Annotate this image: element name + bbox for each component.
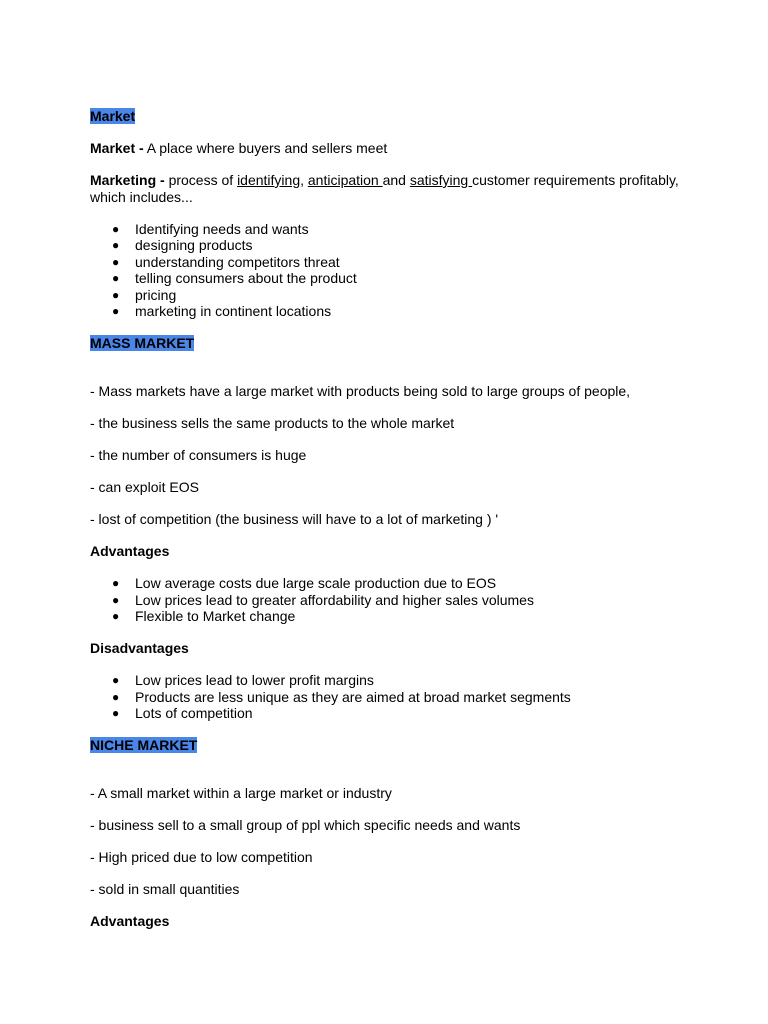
mass-point: - Mass markets have a large market with products being sold to large groups of people, (90, 383, 631, 399)
niche-point: - A small market within a large market or industry (90, 785, 392, 801)
underlined-anticipation: anticipation (307, 172, 383, 188)
mass-point: - can exploit EOS (90, 479, 199, 495)
marketing-list (90, 221, 690, 320)
mass-point: - the business sells the same products to the whole market (90, 415, 455, 431)
niche-advantages-label: Advantages (90, 913, 170, 929)
market-definition (90, 140, 690, 157)
mass-disadvantages-label: Disadvantages (90, 640, 189, 656)
heading-niche-market: NICHE MARKET (90, 737, 198, 753)
list-item: ● Low prices lead to greater affordability and higher sales volumes (90, 592, 690, 609)
market-term: Market - (90, 140, 144, 156)
list-item: ● telling consumers about the product (90, 270, 690, 287)
niche-point: - sold in small quantities (90, 881, 240, 897)
niche-point: - business sell to a small group of ppl which specific needs and wants (90, 817, 521, 833)
heading-mass-market: MASS MARKET (90, 335, 195, 351)
list-item: ● designing products (90, 237, 690, 254)
list-item: ● Lots of competition (90, 705, 690, 722)
document-body (90, 108, 690, 945)
mass-advantages-label: Advantages (90, 543, 170, 559)
list-item: ● pricing (90, 287, 690, 304)
mass-advantages-list (90, 575, 690, 625)
niche-point: - High priced due to low competition (90, 849, 313, 865)
heading-market: Market (90, 108, 136, 124)
mass-point: - the number of consumers is huge (90, 447, 307, 463)
marketing-term: Marketing - (90, 172, 165, 188)
list-item: ● marketing in continent locations (90, 303, 690, 320)
list-item: ● Low average costs due large scale production due to EOS (90, 575, 690, 592)
marketing-definition: Marketing - process of identifying, anticipation and satisfying customer requirements profitably, which includes... (90, 172, 683, 205)
market-text: A place where buyers and sellers meet (143, 140, 388, 156)
mass-disadvantages-list (90, 672, 690, 722)
underlined-satisfying: satisfying (409, 172, 473, 188)
list-item: ● Low prices lead to lower profit margins (90, 672, 690, 689)
list-item: ● understanding competitors threat (90, 254, 690, 271)
list-item: ● Flexible to Market change (90, 608, 690, 625)
underlined-identifying: identifying (237, 172, 301, 188)
list-item: ● Products are less unique as they are aimed at broad market segments (90, 689, 690, 706)
mass-point: - lost of competition (the business will have to a lot of marketing ) ' (90, 511, 499, 527)
list-item: ● Identifying needs and wants (90, 221, 690, 238)
